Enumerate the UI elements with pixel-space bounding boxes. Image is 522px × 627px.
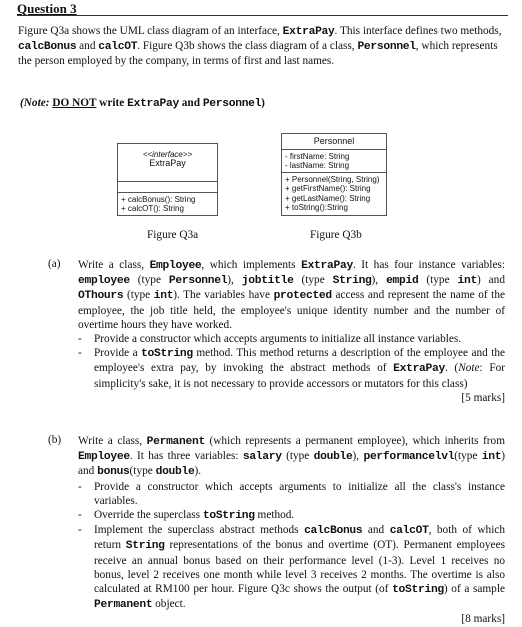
part-a-bullet-constructor: - Provide a constructor which accepts arguments to initialize all instance variables. — [78, 332, 505, 346]
part-b-label: (b) — [48, 434, 62, 446]
part-b-bullet-override: - Override the superclass toString method. — [78, 508, 505, 523]
stereotype-label: <<interface>> — [142, 150, 193, 159]
class-name: Personnel — [313, 136, 355, 146]
method-calcot: + calcOT(): String — [121, 204, 184, 214]
part-b-bullet-constructor: - Provide a constructor which accepts arguments to initialize all the class's instance variables. — [78, 480, 505, 508]
part-b-marks: [8 marks] — [461, 613, 505, 626]
attr-firstname: - firstName: String — [285, 152, 350, 161]
part-a-bullet-tostring: - Provide a toString method. This method returns a description of the employee and the employee's extra pay, by invoking the abstract methods of ExtraPay. (Note: For simplicity's sake, it is not necessary to provide accessors or mutators for this class) — [78, 346, 505, 391]
method-constructor: + Personnel(String, String) — [285, 175, 380, 184]
part-b-paragraph: Write a class, Permanent (which represents a permanent employee), which inherits from Employee. It has three variables: salary (type double), performancelvl(type int) and bonus(type double). — [78, 435, 505, 479]
method-calcbonus: + calcBonus(): String — [121, 195, 196, 204]
attr-lastname: - lastName: String — [285, 161, 350, 171]
method-getfirstname: + getFirstName(): String — [285, 184, 371, 194]
part-b-bullet-implement: - Implement the superclass abstract methods calcBonus and calcOT, both of which return String representations of the bonus and overtime (OT). Permanent employees receive an annual bonus based on their performance level (1-3). Level 1 receives no bonus, level 2 receives one month while level 3 receives 2 months. The overtime is also calculated at RM100 per hour. Figure Q3c shows the output (of toString) of a sample Permanent object. — [78, 523, 505, 612]
part-b-body — [78, 434, 505, 627]
part-a-paragraph: Write a class, Employee, which implements ExtraPay. It has four instance variables: employee (type Personnel), jobtitle (type String), empid (type int) and OThours (type int). The variables have protected access and represent the name of the employee, the job title held, the employee's unique identity number and the number of overtime hours they have worked. — [78, 259, 505, 331]
question-heading: Question 3 — [17, 1, 77, 16]
method-tostring: + toString():String — [285, 202, 348, 212]
figure-b-caption: Figure Q3b — [310, 229, 362, 241]
figure-a-caption: Figure Q3a — [147, 229, 199, 241]
part-a-marks: [5 marks] — [461, 391, 505, 404]
intro-paragraph: Figure Q3a shows the UML class diagram of an interface, ExtraPay. This interface defines two methods, calcBonus and calcOT. Figure Q3b shows the class diagram of a class, Personnel, which represents the person employed by the company, in terms of first and last names. — [18, 25, 502, 68]
uml-personnel-box — [281, 133, 387, 216]
interface-name: ExtraPay — [149, 158, 186, 169]
part-a-label: (a) — [48, 258, 61, 270]
part-a-body — [78, 258, 505, 405]
method-getlastname: + getLastName(): String — [285, 193, 371, 203]
uml-extrapay-box — [117, 143, 218, 216]
note-line: (Note: DO NOT write ExtraPay and Personnel) — [20, 97, 265, 110]
heading-rule — [17, 15, 508, 16]
